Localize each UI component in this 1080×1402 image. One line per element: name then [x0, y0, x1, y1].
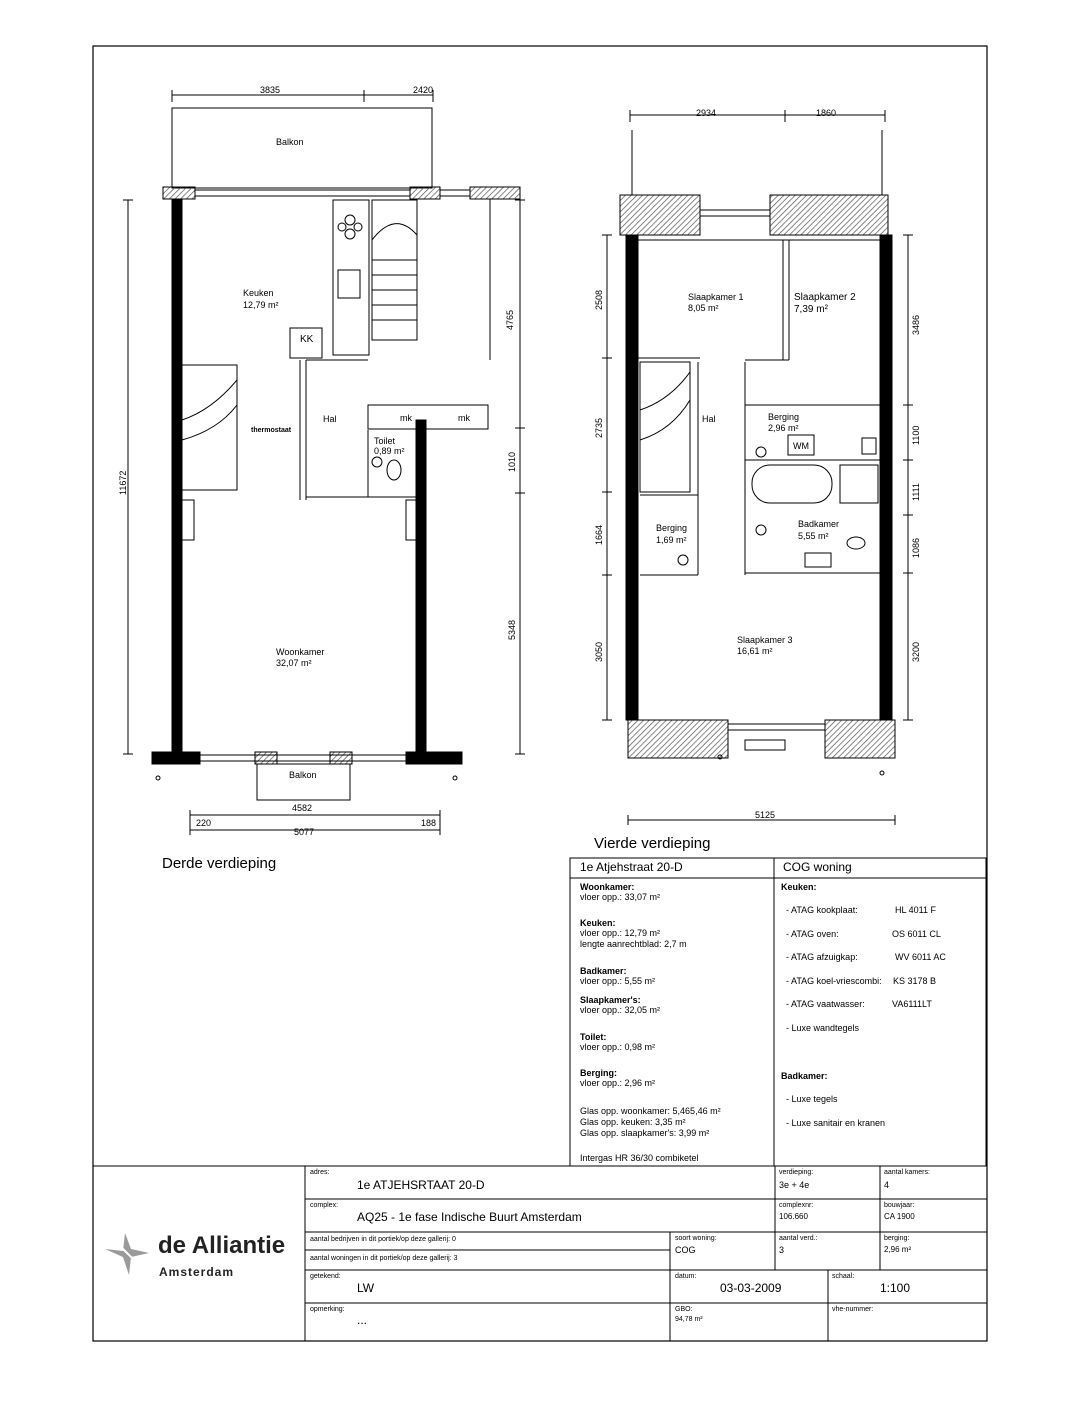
room-keuken-area: 12,79 m² — [243, 300, 279, 310]
dim-right-r1: 3486 — [911, 314, 921, 335]
plan-title-left: Derde verdieping — [162, 855, 277, 872]
keuken-item-name: - ATAG koel-vriescombi: — [786, 975, 882, 986]
soort-label: soort woning: — [675, 1235, 717, 1242]
spec-item-title: Keuken: — [580, 918, 616, 928]
room-balkon-top: Balkon — [276, 137, 304, 147]
keuken-item-model: VA6111LT — [892, 999, 932, 1009]
woningen-label: aantal woningen in dit portiek/op deze gallerij: 3 — [310, 1255, 458, 1262]
logo-mark-icon — [105, 1233, 149, 1275]
gbo-value: 94,78 m² — [675, 1316, 703, 1323]
room-slaapkamer3-area: 16,61 m² — [737, 646, 773, 656]
spec-item-line: vloer opp.: 5,55 m² — [580, 976, 656, 987]
kamers-value: 4 — [884, 1180, 890, 1190]
soort-value: COG — [675, 1245, 696, 1255]
bouwjaar-value: CA 1900 — [884, 1212, 915, 1221]
plan-third-floor — [123, 90, 525, 835]
keuken-item-model: KS 3178 B — [893, 975, 937, 986]
spec-item — [580, 1068, 655, 1089]
dim-right-1: 4765 — [505, 309, 515, 330]
dim-bottom-5077: 5077 — [294, 827, 315, 837]
spec-type-header: COG woning — [783, 860, 852, 874]
spec-item-line: lengte aanrechtblad: 2,7 m — [580, 938, 687, 949]
keuken-item-name: - ATAG vaatwasser: — [786, 999, 865, 1009]
dim-bottom-4582: 4582 — [292, 803, 313, 813]
room-badkamer-name: Badkamer — [798, 519, 840, 529]
bedrijven-label: aantal bedrijven in dit portiek/op deze gallerij: 0 — [310, 1236, 456, 1243]
room-slaapkamer1-name: Slaapkamer 1 — [688, 292, 744, 302]
vhe-label: vhe-nummer: — [832, 1306, 874, 1313]
room-balkon-bottom: Balkon — [289, 770, 317, 780]
dim-left-r2: 2735 — [594, 417, 604, 438]
dim-right-2: 1010 — [507, 451, 517, 472]
verd-label: aantal verd.: — [779, 1235, 818, 1242]
badkamer-item: - Luxe tegels — [786, 1094, 838, 1104]
label-thermostaat: thermostaat — [251, 427, 292, 434]
spec-item-title: Slaapkamer's: — [580, 995, 641, 1005]
dim-bottom-220: 220 — [196, 818, 212, 828]
room-woonkamer-name: Woonkamer — [276, 647, 325, 657]
dim-left-r1: 2508 — [594, 289, 604, 310]
heating: Intergas HR 36/30 combiketel — [580, 1153, 699, 1163]
room-berging-small-name: Berging — [656, 523, 688, 533]
room-slaapkamer2-area: 7,39 m² — [794, 304, 828, 315]
spec-item — [580, 995, 660, 1016]
dim-bottom-5125: 5125 — [755, 810, 776, 820]
bouwjaar-label: bouwjaar: — [884, 1202, 915, 1209]
dim-left-r3: 1664 — [594, 524, 604, 545]
logo-city: Amsterdam — [159, 1265, 235, 1279]
keuken-item-model: HL 4011 F — [895, 905, 937, 915]
berging-value: 2,96 m² — [884, 1245, 912, 1254]
label-wm: WM — [793, 441, 809, 451]
room-toilet-area: 0,89 m² — [374, 446, 405, 456]
kamers-label: aantal kamers: — [884, 1169, 930, 1176]
glass-keuken: Glas opp. keuken: 3,35 m² — [580, 1117, 686, 1127]
glass-woonkamer: Glas opp. woonkamer: 5,465,46 m² — [580, 1106, 721, 1116]
schaal-label: schaal: — [832, 1273, 855, 1280]
dim-bottom-188: 188 — [421, 818, 437, 828]
keuken-item-name: - ATAG afzuigkap: — [786, 952, 858, 962]
complexnr-value: 106.660 — [779, 1212, 808, 1221]
spec-item-line: vloer opp.: 32,05 m² — [580, 1005, 661, 1016]
spec-item-title: Berging: — [580, 1068, 617, 1078]
datum-value: 03-03-2009 — [720, 1281, 782, 1295]
dim-right-r2: 1100 — [911, 425, 921, 445]
adres-value: 1e ATJEHSRTAAT 20-D — [357, 1178, 485, 1192]
room-berging-top-area: 2,96 m² — [768, 423, 799, 433]
spec-item-title: Badkamer: — [580, 966, 627, 976]
room-slaapkamer1-area: 8,05 m² — [688, 303, 719, 313]
gbo-label: GBO: — [675, 1306, 693, 1313]
spec-address-header: 1e Atjehstraat 20-D — [580, 860, 683, 874]
adres-label: adres: — [310, 1169, 330, 1176]
complex-label: complex: — [310, 1202, 339, 1209]
spec-item-line: vloer opp.: 0,98 m² — [580, 1042, 656, 1053]
keuken-item-name: - ATAG kookplaat: — [786, 905, 858, 915]
logo-name: de Alliantie — [158, 1232, 286, 1259]
verdieping-value: 3e + 4e — [779, 1180, 810, 1190]
complexnr-label: complexnr: — [779, 1202, 814, 1209]
spec-item-line: vloer opp.: 12,79 m² — [580, 928, 661, 939]
complex-value: AQ25 - 1e fase Indische Buurt Amsterdam — [357, 1210, 582, 1224]
room-slaapkamer3-name: Slaapkamer 3 — [737, 635, 793, 645]
room-keuken-name: Keuken — [243, 288, 274, 298]
label-mk-1: mk — [400, 413, 412, 423]
keuken-item-model: OS 6011 CL — [892, 928, 941, 939]
datum-label: datum: — [675, 1273, 697, 1280]
dim-right-r3: 1111 — [911, 482, 921, 501]
dim-left-r4: 3050 — [594, 641, 604, 662]
room-woonkamer-area: 32,07 m² — [276, 658, 312, 668]
plan-title-right: Vierde verdieping — [594, 835, 711, 852]
dim-top-2: 2420 — [413, 85, 434, 95]
label-mk-2: mk — [458, 413, 470, 423]
room-badkamer-area: 5,55 m² — [798, 531, 829, 541]
spec-item-title: Woonkamer: — [580, 882, 635, 892]
room-berging-top-name: Berging — [768, 412, 800, 422]
plan-fourth-floor — [602, 110, 913, 825]
keuken-item-name: - Luxe wandtegels — [786, 1022, 860, 1033]
room-berging-small-area: 1,69 m² — [656, 535, 687, 545]
glass-slaapkamers: Glas opp. slaapkamer's: 3,99 m² — [580, 1128, 710, 1138]
spec-item-title: Toilet: — [580, 1032, 607, 1042]
dim-right-r5: 3200 — [911, 641, 921, 662]
badkamer-item: - Luxe sanitair en kranen — [786, 1118, 886, 1128]
schaal-value: 1:100 — [880, 1281, 911, 1295]
verdieping-label: verdieping: — [779, 1169, 814, 1176]
label-kk: KK — [300, 334, 314, 345]
spec-item — [580, 882, 660, 903]
keuken-item-model: WV 6011 AC — [895, 952, 946, 962]
room-slaapkamer2-name: Slaapkamer 2 — [794, 292, 856, 303]
opmerking-label: opmerking: — [310, 1306, 345, 1313]
spec-item — [580, 966, 655, 987]
spec-item — [580, 1032, 655, 1053]
dim-right-3: 5348 — [507, 619, 517, 640]
spec-item-line: vloer opp.: 33,07 m² — [580, 892, 661, 903]
room-hal-left: Hal — [323, 414, 337, 424]
getekend-label: getekend: — [310, 1273, 341, 1280]
badkamer-title: Badkamer: — [781, 1071, 828, 1081]
spec-item — [580, 918, 687, 949]
opmerking-value: ... — [357, 1313, 368, 1327]
getekend-value: LW — [357, 1281, 375, 1295]
dim-top-r2: 1860 — [816, 108, 837, 118]
room-toilet-name: Toilet — [374, 436, 396, 446]
verd-value: 3 — [779, 1245, 785, 1255]
room-hal-right: Hal — [702, 414, 716, 424]
dim-top-1: 3835 — [260, 85, 281, 95]
keuken-item-name: - ATAG oven: — [786, 928, 839, 939]
dim-right-r4: 1086 — [911, 537, 921, 558]
dim-left-total: 11672 — [118, 470, 128, 495]
dim-top-r1: 2934 — [696, 108, 717, 118]
berging-label: berging: — [884, 1235, 910, 1242]
keuken-title: Keuken: — [781, 882, 817, 892]
spec-item-line: vloer opp.: 2,96 m² — [580, 1078, 656, 1089]
